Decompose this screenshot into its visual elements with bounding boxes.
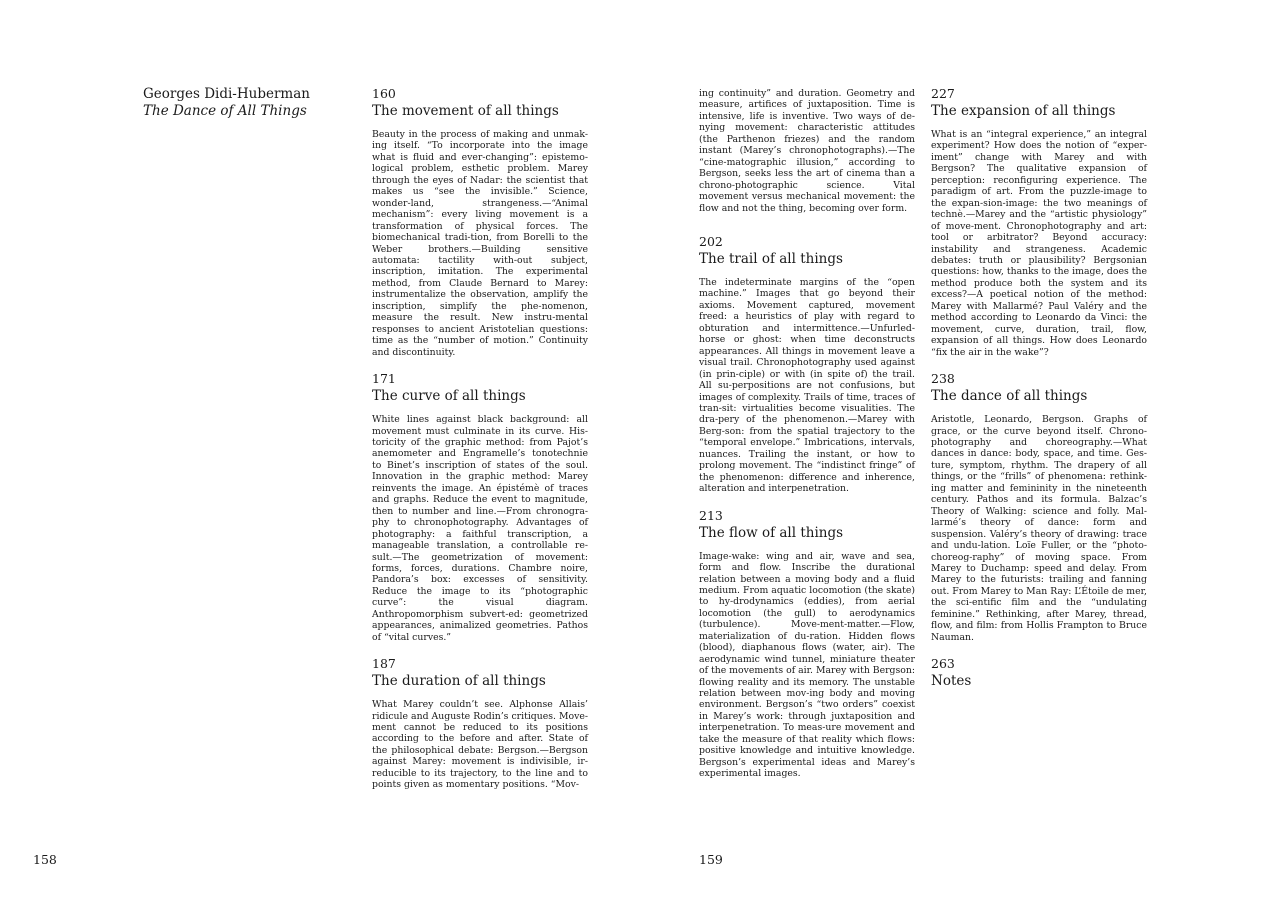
chapter-summary: ing continuity” and duration. Geometry and measure, artifices of juxtaposition. Time is intensive, life is inventive. Two ways of de-nying movement: characteristic attitudes (the Parthenon friezes) and the random instant (Marey’s chronophotographs).—The “cine-matographic illusion,” according to Bergson, seeks less the art of cinema than a chrono-photographic science. Vital movement versus mechanical movement: the flow and not the thing, becoming over form. bbox=[699, 88, 915, 214]
toc-column-3 bbox=[931, 86, 1147, 703]
chapter-title: Notes bbox=[931, 673, 972, 690]
chapter-title: The dance of all things bbox=[931, 388, 1088, 405]
page-number: 202 bbox=[699, 233, 723, 249]
folio-left: 158 bbox=[33, 852, 57, 867]
page-number: 263 bbox=[931, 656, 955, 672]
toc-entry-continued bbox=[699, 88, 915, 214]
author-name: Georges Didi-Huberman bbox=[143, 86, 310, 102]
book-title: The Dance of All Things bbox=[143, 103, 307, 119]
page-number: 187 bbox=[372, 656, 396, 672]
chapter-summary: White lines against black background: all movement must culminate in its curve. His-toricity of the graphic method: from Pajot’s anemometer and Engramelle’s tonotechnie to Binet’s inscription of states of the soul. Innovation in the graphic method: Marey reinvents the image. An épistémè of traces and graphs. Reduce the event to magnitude, then to number and line.—From chronogra-phy to chronophotography. Advantages of photography: a faithful transcription, a manageable translation, a controllable re-sult.—The geometrization of movement: forms, forces, durations. Chambre noire, Pandora’s box: excesses of sensitivity. Reduce the image to its “photographic curve”: the visual diagram. Anthropomorphism subvert-ed: geometrized appearances, animalized geometries. Pathos of “vital curves.” bbox=[372, 414, 588, 643]
chapter-summary: Image-wake: wing and air, wave and sea, form and flow. Inscribe the durational relation between a moving body and a fluid medium. From aquatic locomotion (the skate) to hy-drodynamics (eddies), from aerial locomotion (the gull) to aerodynamics (turbulence). Move-ment-matter.—Flow, materialization of du-ration. Hidden flows (blood), diaphanous flows (water, air). The aerodynamic wind tunnel, miniature theater of the movements of air. Marey with Bergson: flowing reality and its memory. The unstable relation between mov-ing body and moving environment. Bergson’s “two orders” coexist in Marey’s work: through juxtaposition and interpenetration. To meas-ure movement and take the measure of that reality which flows: positive knowledge and intuitive knowledge. Bergson’s experimental ideas and Marey’s experimental images. bbox=[699, 550, 915, 780]
chapter-summary: What is an “integral experience,” an integral experiment? How does the notion of “exper-iment” change with Marey and with Bergson? The qualitative expansion of perception: reconfiguring experience. The paradigm of art. From the puzzle-image to the expan-sion-image: the two meanings of technè.—Marey and the “artistic physiology” of move-ment. Chronophotography and art: tool or arbitrator? Beyond accuracy: instability and strangeness. Academic debates: truth or plausibility? Bergsonian questions: how, thanks to the image, does the method produce both the system and its excess?—A poetical notion of the method: Marey with Mallarmé? Paul Valéry and the method according to Leonardo da Vinci: the movement, curve, duration, trail, flow, expansion of all things. How does Leonardo “fix the air in the wake”? bbox=[931, 129, 1147, 358]
toc-entry bbox=[931, 86, 1147, 358]
chapter-title: The duration of all things bbox=[372, 673, 546, 690]
chapter-title: The trail of all things bbox=[699, 250, 843, 267]
page-number: 171 bbox=[372, 371, 396, 387]
toc-column-1 bbox=[372, 86, 588, 804]
toc-entry bbox=[372, 371, 588, 643]
folio-right: 159 bbox=[699, 852, 723, 867]
chapter-summary: What Marey couldn’t see. Alphonse Allais’ ridicule and Auguste Rodin’s critiques. Move-ment cannot be reduced to its positions according to the before and after. State of the philosophical debate: Bergson.—Bergson against Marey: movement is indivisible, ir-reducible to its trajectory, to the line and to points given as momentary positions. “Mov- bbox=[372, 699, 588, 791]
chapter-summary: Aristotle, Leonardo, Bergson. Graphs of grace, or the curve beyond itself. Chrono-photography and choreography.—What dances in dance: body, space, and time. Ges-ture, symptom, rhythm. The drapery of all things, or the “frills” of phenomena: rethink-ing matter and femininity in the nineteenth century. Pathos and its formula. Balzac’s Theory of Walking: science and folly. Mal-larmé’s theory of dance: form and suspension. Valéry’s theory of drawing: trace and undu-lation. Loïe Fuller, or the “photo-choreog-raphy” of moving space. From Marey to Duchamp: speed and delay. From Marey to the futurists: trailing and fanning out. From Marey to Man Ray: L’Étoile de mer, the sci-entific film and the “undulating feminine.” Rethinking, after Marey, thread, flow, and film: from Hollis Frampton to Bruce Nauman. bbox=[931, 414, 1147, 643]
page-number: 213 bbox=[699, 507, 723, 523]
toc-entry bbox=[372, 656, 588, 791]
toc-column-2 bbox=[699, 88, 915, 793]
chapter-title: The curve of all things bbox=[372, 388, 526, 405]
chapter-summary: Beauty in the process of making and unmak-ing itself. “To incorporate into the image what is fluid and ever-changing”: epistemo-logical problem, esthetic problem. Marey through the eyes of Nadar: the scientist that makes us “see the invisible.” Science, wonder-land, strangeness.—“Animal mechanism”: every living movement is a transformation of physical forces. The biomechanical tradi-tion, from Borelli to the Weber brothers.—Building sensitive automata: tactility with-out subject, inscription, imitation. The experimental method, from Claude Bernard to Marey: instrumentalize the observation, amplify the inscription, simplify the phe-nomenon, measure the result. New instru-mental responses to ancient Aristotelian questions: time as the “number of motion.” Continuity and discontinuity. bbox=[372, 129, 588, 358]
toc-entry bbox=[372, 86, 588, 358]
chapter-title: The expansion of all things bbox=[931, 103, 1116, 119]
toc-entry bbox=[931, 371, 1147, 643]
toc-entry bbox=[699, 508, 915, 780]
chapter-title: The movement of all things bbox=[372, 103, 559, 119]
page-number: 227 bbox=[931, 86, 955, 101]
page-number: 160 bbox=[372, 86, 396, 101]
running-head bbox=[143, 86, 310, 120]
toc-entry bbox=[931, 656, 1147, 690]
chapter-title: The flow of all things bbox=[699, 524, 844, 541]
chapter-summary: The indeterminate margins of the “open machine.” Images that go beyond their axioms. Movement captured, movement freed: a heuristics of play with regard to obturation and intermittence.—Unfurled-horse or ghost: when time deconstructs appearances. All things in movement leave a visual trail. Chronophotography used against (in prin-ciple) or with (in spite of) the trail. All su-perpositions are not confusions, but images of complexity. Trails of time, traces of tran-sit: virtualities become visualities. The dra-pery of the phenomenon.—Marey with Berg-son: from the spatial trajectory to the “temporal envelope.” Imbrications, intervals, nuances. Trailing the instant, or how to prolong movement. The “indistinct fringe” of the phenomenon: difference and inherence, alteration and interpenetration. bbox=[699, 276, 915, 495]
toc-entry bbox=[699, 234, 915, 495]
page-number: 238 bbox=[931, 371, 955, 387]
